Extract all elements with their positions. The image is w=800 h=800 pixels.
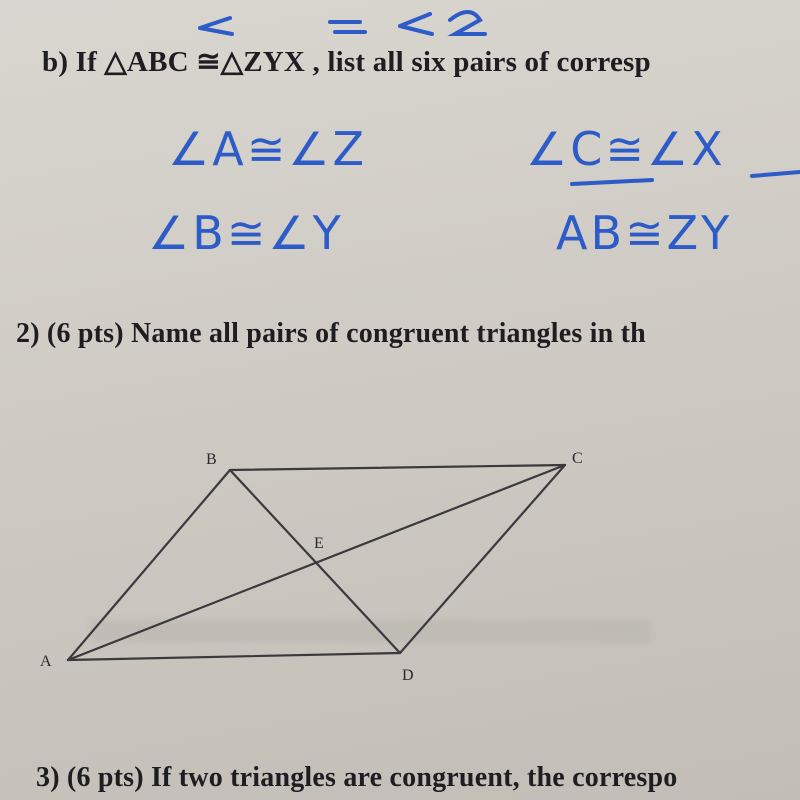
- question-b-text: b) If △ABC ≅△ZYX , list all six pairs of corresp: [42, 46, 651, 78]
- question-2-text: 2) (6 pts) Name all pairs of congruent triangles in th: [16, 318, 646, 349]
- segment-ab: [68, 470, 230, 660]
- label-a: A: [40, 653, 52, 670]
- label-c: C: [572, 450, 583, 467]
- label-e: E: [314, 535, 324, 552]
- segment-ad: [68, 653, 400, 660]
- segment-bc: [230, 465, 565, 470]
- diagonal-bd: [230, 470, 400, 653]
- segment-cd: [400, 465, 565, 653]
- label-d: D: [402, 667, 414, 684]
- handwritten-angle-c-x: ∠C≅∠X: [526, 122, 726, 176]
- handwritten-angle-b-y: ∠B≅∠Y: [148, 206, 344, 260]
- handwritten-segment-ab-zy: AB≅ZY: [556, 206, 733, 260]
- label-b: B: [206, 451, 217, 468]
- question-3-text: 3) (6 pts) If two triangles are congruent, the correspo: [36, 762, 678, 793]
- handwritten-angle-a-z: ∠A≅∠Z: [168, 122, 367, 176]
